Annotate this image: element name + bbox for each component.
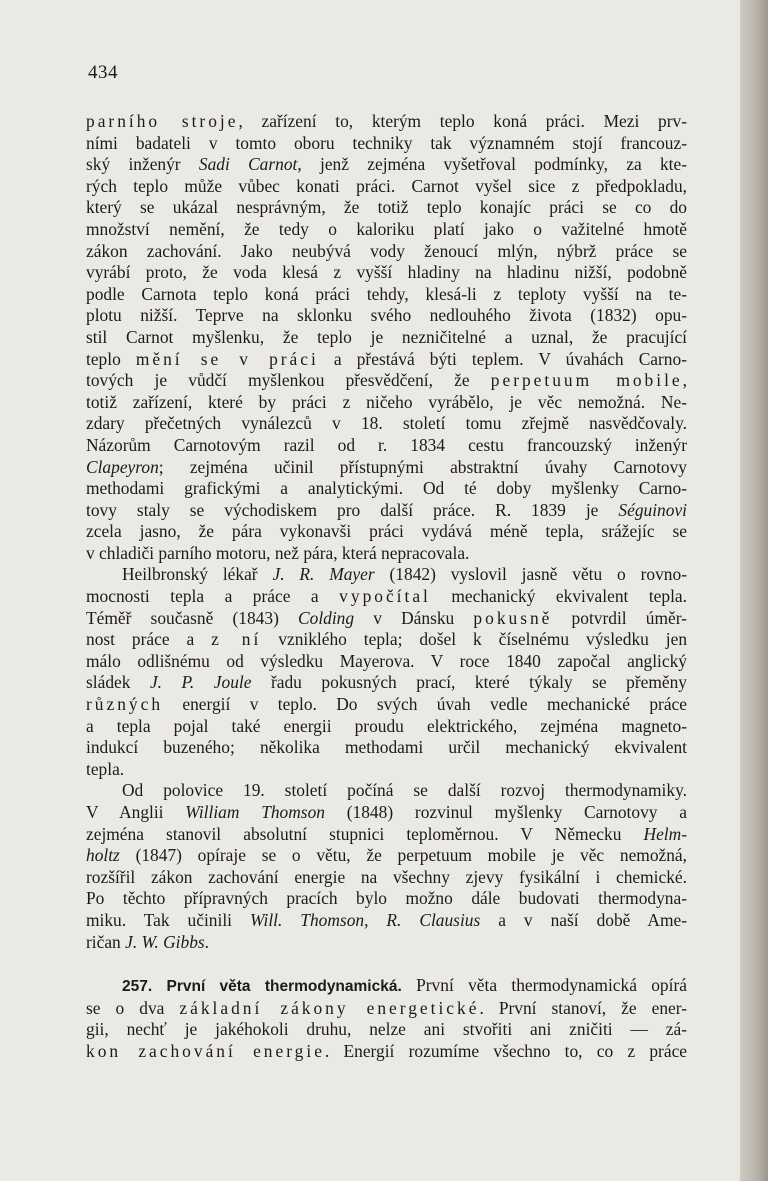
text-line: který se ukázal nesprávným, že totiž teplo konajíc práci se co do	[86, 197, 687, 218]
text-line: málo odlišnému od výsledku Mayerova. V roce 1840 započal anglický	[86, 650, 687, 671]
text-line: Téměř současně (1843) Colding v Dánsku pokusně potvrdil úměr-	[86, 607, 687, 628]
text-line: tovy staly se východiskem pro další práce. R. 1839 je Séguinovi	[86, 499, 687, 520]
text-line: v chladiči parního motoru, než pára, která nepracovala.	[86, 542, 470, 563]
text-line: methodami grafickými a analytickými. Od té doby myšlenky Carno-	[86, 478, 687, 499]
text-line: ričan J. W. Gibbs.	[86, 931, 210, 952]
text-line: Názorům Carnotovým razil od r. 1834 cestu francouzský inženýr	[86, 434, 687, 455]
section-gap	[86, 953, 687, 975]
section-title: První věta thermodynamická.	[166, 978, 402, 996]
text-line: podle Carnota teplo koná práci tehdy, klesá-li z teploty vyšší na te-	[86, 283, 687, 304]
text-line: rozšířil zákon zachování energie na všechny zjevy fysikální i chemické.	[86, 866, 687, 887]
text-line: zákon zachování. Jako neubývá vody ženoucí mlýn, nýbrž práce se	[86, 240, 687, 261]
section-257	[86, 975, 687, 1062]
text-line: ský inženýr Sadi Carnot, jenž zejména vyšetřoval podmínky, za kte-	[86, 154, 687, 175]
text-line: různých energií v teplo. Do svých úvah vedle mechanické práce	[86, 694, 687, 715]
text-line: stil Carnot myšlenku, že teplo je nezničitelné a uznal, že pracující	[86, 326, 687, 347]
page-number: 434	[88, 62, 118, 83]
text-line: tových je vůdčí myšlenkou přesvědčení, že perpetuum mobile,	[86, 370, 687, 391]
text-line: mocnosti tepla a práce a vypočítal mechanický ekvivalent tepla.	[86, 586, 687, 607]
text-line: zcela jasno, že pára vykonavši práci vydává méně tepla, srážejíc se	[86, 521, 687, 542]
text-line: Od polovice 19. století počíná se další rozvoj thermodynamiky.	[122, 780, 687, 801]
text-line: tepla.	[86, 758, 125, 779]
section-number: 257.	[122, 978, 153, 996]
page-body	[86, 111, 687, 1063]
text-line: vyrábí proto, že voda klesá z vyšší hladiny na hladinu nižší, podobně	[86, 262, 687, 283]
text-line: se o dva základní zákony energetické. První stanoví, že ener-	[86, 997, 688, 1018]
text-line: parního stroje, zařízení to, kterým teplo koná práci. Mezi prv-	[86, 111, 687, 131]
text-line: totiž zařízení, které by práci z ničeho vyrábělo, je věc nemožná. Ne-	[86, 391, 687, 412]
text-line: 257. První věta thermodynamická. První věta thermodynamická opírá	[122, 975, 687, 996]
text-line: gii, nechť je jakéhokoli druhu, nelze ani stvořiti ani zničiti — zá-	[86, 1019, 687, 1040]
text-line: Heilbronský lékař J. R. Mayer (1842) vyslovil jasně větu o rovno-	[122, 564, 687, 585]
paragraph-thermodynamics	[86, 780, 687, 953]
text-line: Clapeyron; zejména učinil přístupnými abstraktní úvahy Carnotovy	[86, 456, 687, 477]
text-line: plotu nižší. Teprve na sklonku svého nedlouhého života (1832) opu-	[86, 305, 687, 326]
text-line: a tepla pojal také energii proudu elektrického, zejména magneto-	[86, 715, 687, 736]
paragraph-carnot	[86, 111, 687, 564]
text-line: Po těchto přípravných pracích bylo možno dále budovati thermodyna-	[86, 888, 687, 909]
text-line: nost práce a z ní vzniklého tepla; došel k číselnému výsledku jen	[86, 629, 688, 650]
text-line: miku. Tak učinili Will. Thomson, R. Clausius a v naší době Ame-	[86, 909, 687, 930]
text-line: ními badateli v tomto oboru techniky tak významném stojí francouz-	[86, 132, 687, 153]
text-line: teplo mění se v práci a přestává býti teplem. V úvahách Carno-	[86, 348, 687, 369]
text-line: indukcí buzeného; několika methodami určil mechanický ekvivalent	[86, 737, 687, 758]
text-line: rých teplo může vůbec konati práci. Carnot vyšel sice z předpokladu,	[86, 175, 687, 196]
text-line: kon zachování energie. Energií rozumíme všechno to, co z práce	[86, 1040, 688, 1061]
text-line: sládek J. P. Joule řadu pokusných prací, které týkaly se přeměny	[86, 672, 687, 693]
text-line: holtz (1847) opíraje se o větu, že perpetuum mobile je věc nemožná,	[86, 845, 687, 866]
text-line: množství nemění, že tedy o kaloriku platí jako o važitelné hmotě	[86, 218, 687, 239]
page-edge	[740, 0, 768, 1181]
paragraph-mayer	[86, 564, 687, 780]
text-line: zejména stanovil absolutní stupnici teploměrnou. V Německu Helm-	[86, 823, 687, 844]
text-line: V Anglii William Thomson (1848) rozvinul myšlenky Carnotovy a	[86, 802, 687, 822]
text-line: zdary přečetných vynálezců v 18. století tomu zřejmě nasvědčovaly.	[86, 413, 687, 434]
